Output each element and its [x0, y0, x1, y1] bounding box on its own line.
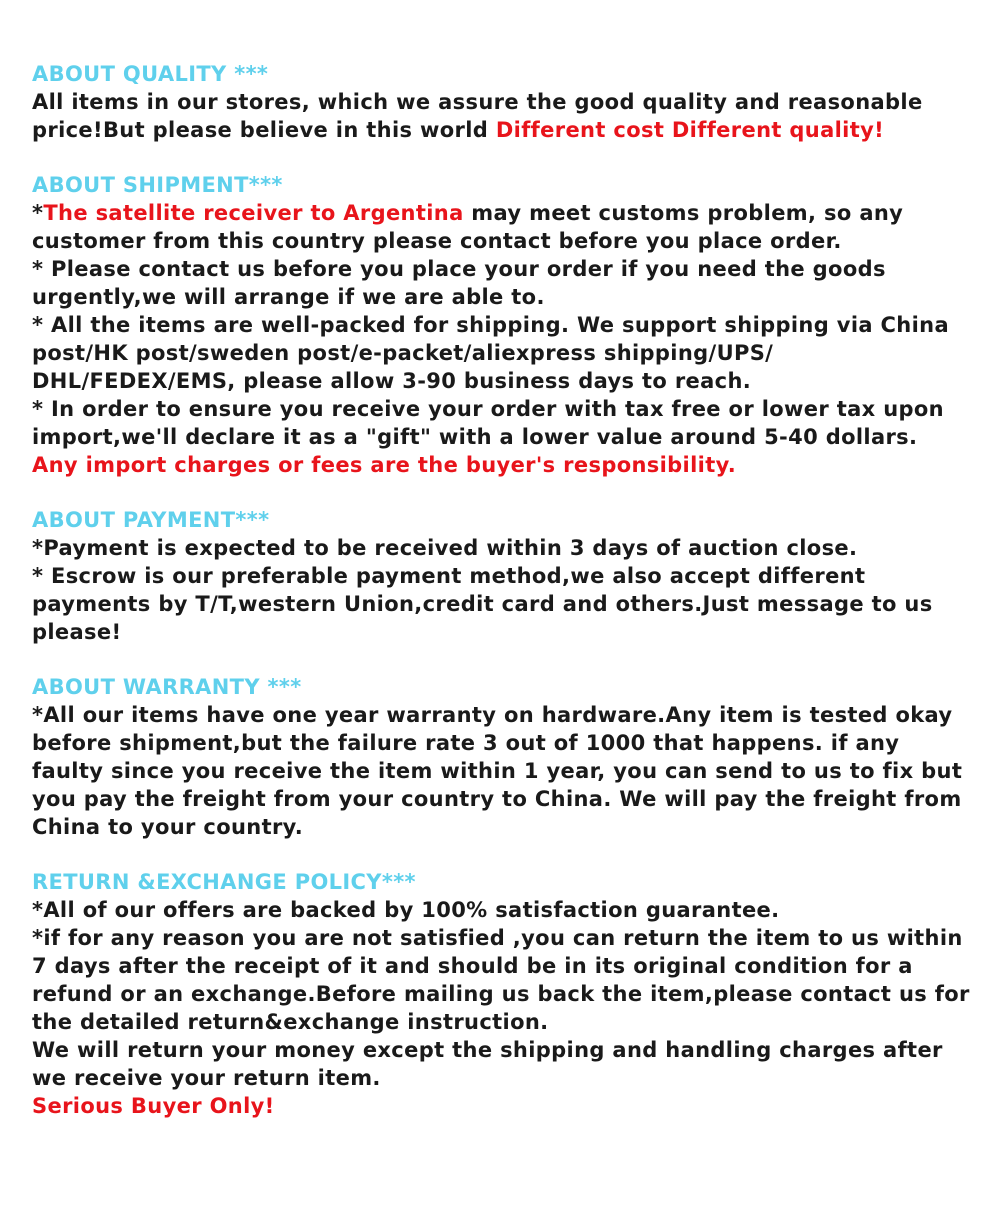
shipment-paragraph-carriers: * All the items are well-packed for shipping. We support shipping via China post/HK post/sweden post/e-packet/aliexpress shipping/UPS/ DHL/FEDEX/EMS, please allow 3-90 business days to reach.	[32, 313, 949, 393]
returns-paragraph-refund: We will return your money except the shipping and handling charges after we receive your return item.	[32, 1038, 943, 1090]
section-shipment	[32, 171, 972, 479]
shipment-paragraph-tax: * In order to ensure you receive your order with tax free or lower tax upon import,we'll declare it as a "gift" with a lower value around 5-40 dollars.	[32, 397, 944, 449]
section-warranty	[32, 673, 972, 841]
section-heading-quality: ABOUT QUALITY ***	[32, 62, 269, 86]
quality-paragraph	[32, 88, 972, 144]
section-heading-returns: RETURN &EXCHANGE POLICY***	[32, 870, 416, 894]
returns-paragraph-conditions: *if for any reason you are not satisfied ,you can return the item to us within 7 days after the receipt of it and should be in its original condition for a refund or an exchange.Before mailing us back the item,please contact us for the detailed return&exchange instruction.	[32, 926, 970, 1034]
shipment-argentina-highlight: The satellite receiver to Argentina	[43, 201, 464, 225]
shipment-paragraph-customs	[32, 199, 972, 255]
returns-serious-buyer-notice: Serious Buyer Only!	[32, 1094, 275, 1118]
section-heading-payment: ABOUT PAYMENT***	[32, 508, 270, 532]
section-quality	[32, 60, 972, 144]
section-heading-shipment: ABOUT SHIPMENT***	[32, 173, 283, 197]
payment-paragraph-methods: * Escrow is our preferable payment method,we also accept different payments by T/T,western Union,credit card and others.Just message to us please!	[32, 564, 933, 644]
shipment-paragraph-urgent: * Please contact us before you place your order if you need the goods urgently,we will arrange if we are able to.	[32, 257, 886, 309]
shipment-import-charges-notice: Any import charges or fees are the buyer's responsibility.	[32, 453, 737, 477]
section-payment	[32, 506, 972, 646]
shipment-bullet: *	[32, 201, 44, 225]
quality-highlight: Different cost Different quality!	[495, 118, 885, 142]
quality-text: All items in our stores, which we assure the good quality and reasonable price!But please believe in this world	[32, 90, 923, 142]
warranty-paragraph: *All our items have one year warranty on hardware.Any item is tested okay before shipment,but the failure rate 3 out of 1000 that happens. if any faulty since you receive the item within 1 year, you can send to us to fix but you pay the freight from your country to China. We will pay the freight from China to your country.	[32, 703, 963, 839]
section-heading-warranty: ABOUT WARRANTY ***	[32, 675, 302, 699]
shipment-customs-text: may meet customs problem, so any customer from this country please contact before you place order.	[32, 201, 904, 253]
payment-paragraph-deadline: *Payment is expected to be received within 3 days of auction close.	[32, 536, 858, 560]
section-returns	[32, 868, 972, 1120]
policy-document	[32, 60, 972, 1147]
returns-paragraph-guarantee: *All of our offers are backed by 100% satisfaction guarantee.	[32, 898, 780, 922]
